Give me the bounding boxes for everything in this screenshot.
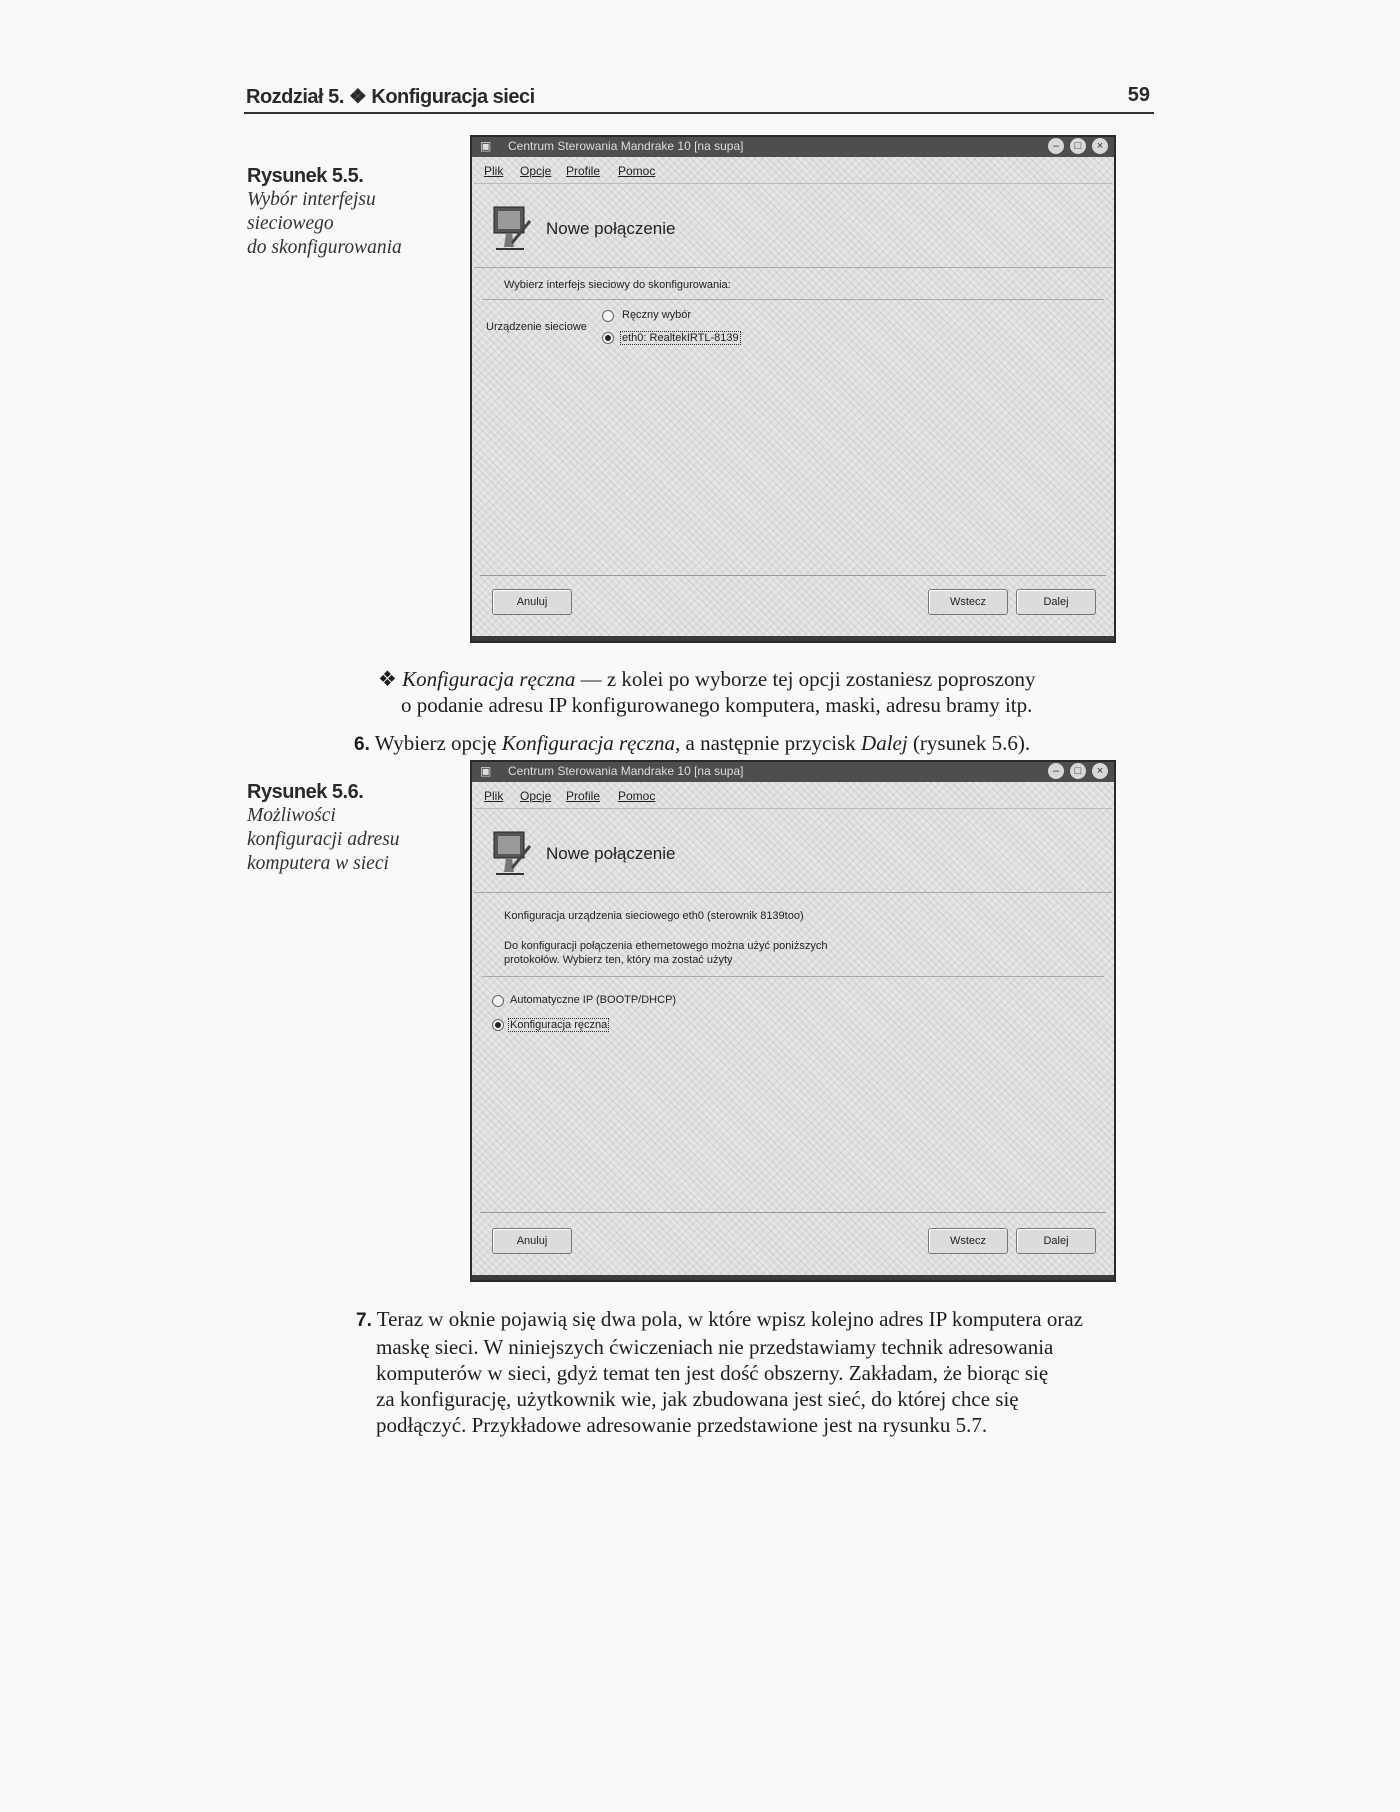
close-icon[interactable]: × xyxy=(1092,138,1108,154)
network-monitor-icon xyxy=(492,203,532,253)
option-label: Automatyczne IP (BOOTP/DHCP) xyxy=(510,994,677,1006)
window-bottom-border xyxy=(472,1275,1114,1280)
step-text: (rysunek 5.6). xyxy=(907,731,1031,755)
wizard-heading: Nowe połączenie xyxy=(546,219,676,238)
menu-profile[interactable]: Profile xyxy=(566,164,601,178)
minimize-icon[interactable]: – xyxy=(1048,763,1064,779)
step-number: 7. xyxy=(356,1310,372,1331)
wizard-banner xyxy=(474,187,1112,268)
caption-line: konfiguracji adresu xyxy=(247,829,400,850)
protocol-info-text: Do konfiguracji połączenia ethernetowego można użyć poniższych xyxy=(504,940,828,952)
menu-plik[interactable]: Plik xyxy=(484,789,504,803)
bullet-term: Konfiguracja ręczna xyxy=(402,667,576,691)
wizard-heading: Nowe połączenie xyxy=(546,844,676,863)
device-config-text: Konfiguracja urządzenia sieciowego eth0 (sterownik 8139too) xyxy=(504,910,804,922)
caption-title: Rysunek 5.6. xyxy=(247,781,364,803)
prompt-text: Wybierz interfejs sieciowy do skonfigurowania: xyxy=(504,279,731,291)
screenshot-window-5-5 xyxy=(470,135,1116,643)
separator xyxy=(482,976,1104,977)
protocol-info-text: protokołów. Wybierz ten, który ma zostać użyty xyxy=(504,954,733,966)
back-button[interactable]: Wstecz xyxy=(928,1228,1008,1254)
menu-profile[interactable]: Profile xyxy=(566,789,601,803)
menu-pomoc[interactable]: Pomoc xyxy=(618,789,656,803)
step-number: 6. xyxy=(354,734,370,755)
caption-line: Możliwości xyxy=(247,805,336,826)
bullet-text-line2: o podanie adresu IP konfigurowanego komputera, maski, adresu bramy itp. xyxy=(401,693,1033,717)
maximize-icon[interactable]: □ xyxy=(1070,138,1086,154)
window-bottom-border xyxy=(472,636,1114,641)
menu-pomoc[interactable]: Pomoc xyxy=(618,164,656,178)
network-monitor-icon xyxy=(492,828,532,878)
radio-manual-config[interactable] xyxy=(492,1019,504,1031)
menubar xyxy=(474,784,1112,809)
step-text-line: Teraz w oknie pojawią się dwa pola, w które wpisz kolejno adres IP komputera oraz xyxy=(376,1307,1084,1331)
window-titlebar xyxy=(472,762,1114,782)
screenshot-window-5-6 xyxy=(470,760,1116,1282)
app-icon: ▣ xyxy=(480,139,492,153)
running-header xyxy=(244,82,1154,114)
step-italic: Konfiguracja ręczna xyxy=(501,731,675,755)
step-text: , a następnie przycisk xyxy=(675,731,862,755)
radio-manual-choice[interactable] xyxy=(602,310,614,322)
option-label: eth0: RealtekIRTL-8139 xyxy=(622,332,739,344)
menu-opcje[interactable]: Opcje xyxy=(520,789,552,803)
page-number: 59 xyxy=(1127,84,1150,106)
close-icon[interactable]: × xyxy=(1092,763,1108,779)
window-titlebar xyxy=(472,137,1114,157)
radio-eth0[interactable] xyxy=(602,332,614,344)
radio-dhcp[interactable] xyxy=(492,995,504,1007)
wizard-banner xyxy=(474,812,1112,893)
option-label: Ręczny wybór xyxy=(622,309,692,321)
chapter-title: Rozdział 5. ❖ Konfiguracja sieci xyxy=(246,86,535,108)
minimize-icon[interactable]: – xyxy=(1048,138,1064,154)
step-6 xyxy=(354,730,1114,758)
menu-opcje[interactable]: Opcje xyxy=(520,164,552,178)
window-title: Centrum Sterowania Mandrake 10 [na supa] xyxy=(508,764,744,778)
caption-line: sieciowego xyxy=(247,213,334,234)
caption-title: Rysunek 5.5. xyxy=(247,165,364,187)
maximize-icon[interactable]: □ xyxy=(1070,763,1086,779)
figure-caption-5-6 xyxy=(247,780,457,876)
option-label: Konfiguracja ręczna xyxy=(510,1019,608,1031)
caption-line: Wybór interfejsu xyxy=(247,189,376,210)
device-label: Urządzenie sieciowe xyxy=(486,321,587,333)
footer-separator xyxy=(480,575,1106,576)
footer-separator xyxy=(480,1212,1106,1213)
step-text-line: podłączyć. Przykładowe adresowanie przedstawione jest na rysunku 5.7. xyxy=(376,1413,988,1437)
step-text-line: maskę sieci. W niniejszych ćwiczeniach nie przedstawiamy technik adresowania xyxy=(376,1335,1054,1359)
caption-line: do skonfigurowania xyxy=(247,237,402,258)
figure-caption-5-5 xyxy=(247,164,457,260)
cancel-button[interactable]: Anuluj xyxy=(492,589,572,615)
menubar xyxy=(474,159,1112,184)
step-7 xyxy=(356,1306,1156,1438)
bullet-paragraph xyxy=(378,666,1098,718)
menu-plik[interactable]: Plik xyxy=(484,164,504,178)
back-button[interactable]: Wstecz xyxy=(928,589,1008,615)
caption-line: komputera w sieci xyxy=(247,853,389,874)
step-text-line: komputerów w sieci, gdyż temat ten jest dość obszerny. Zakładam, że biorąc się xyxy=(376,1361,1049,1385)
step-text: Wybierz opcję xyxy=(369,731,502,755)
cancel-button[interactable]: Anuluj xyxy=(492,1228,572,1254)
separator xyxy=(482,299,1104,300)
next-button[interactable]: Dalej xyxy=(1016,1228,1096,1254)
app-icon: ▣ xyxy=(480,764,492,778)
bullet-text: — z kolei po wyborze tej opcji zostaniesz poproszony xyxy=(575,667,1036,691)
next-button[interactable]: Dalej xyxy=(1016,589,1096,615)
step-text-line: za konfigurację, użytkownik wie, jak zbudowana jest sieć, do której chce się xyxy=(376,1387,1019,1411)
window-title: Centrum Sterowania Mandrake 10 [na supa] xyxy=(508,139,744,153)
step-italic: Dalej xyxy=(861,731,908,755)
bullet-icon: ❖ xyxy=(378,667,397,691)
